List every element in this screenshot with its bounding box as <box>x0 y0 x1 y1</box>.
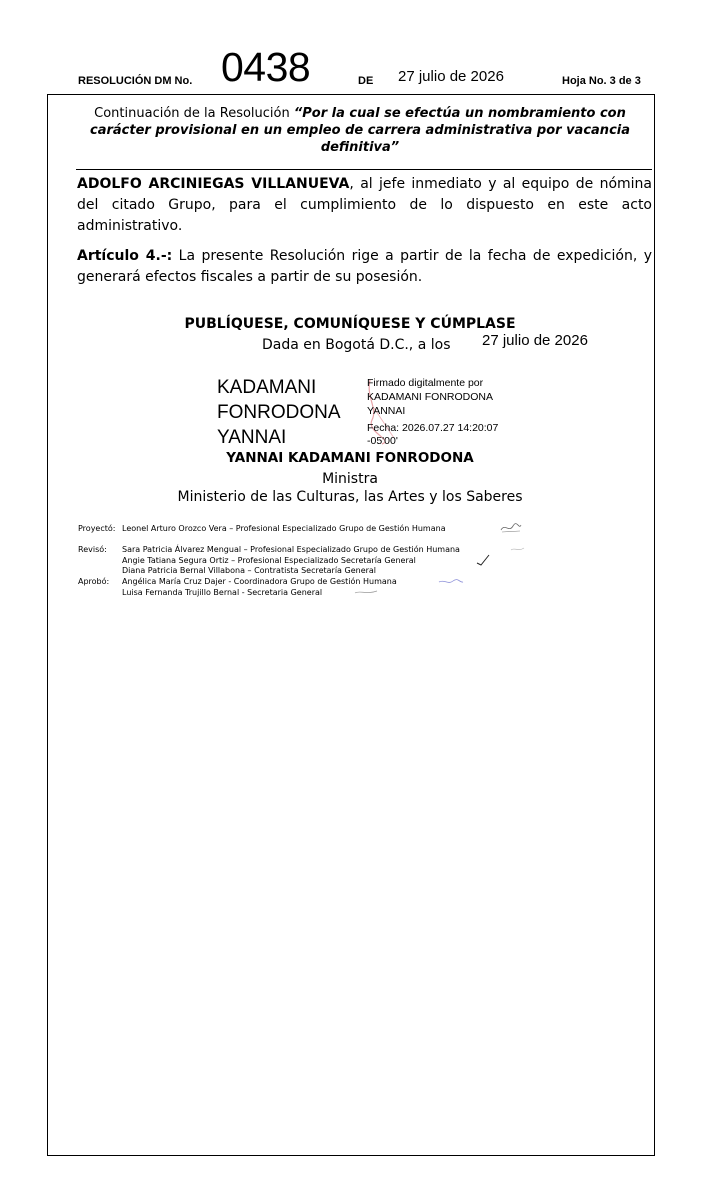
reviso-label: Revisó: <box>78 545 107 554</box>
signature-name-line-1: KADAMANI <box>217 377 317 398</box>
initials-icon <box>354 588 378 596</box>
proyecto-label: Proyectó: <box>78 524 116 533</box>
signature-name-line-2: FONRODONA <box>217 402 341 423</box>
dada-text: Dada en Bogotá D.C., a los <box>262 337 451 353</box>
continuation-title: “Por la cual se efectúa un nombramiento con carácter provisional en un empleo de carrera administrativa por vacancia definitiva” <box>89 106 630 155</box>
article-4-label: Artículo 4.-: <box>77 248 173 264</box>
digital-sign-line-3: YANNAI <box>367 405 406 417</box>
reviso-entry-2: Angie Tatiana Segura Ortiz – Profesional Especializado Secretaría General <box>122 556 416 565</box>
digital-sign-line-4: Fecha: 2026.07.27 14:20:07 <box>367 422 499 434</box>
resolution-number: 0438 <box>221 44 311 90</box>
aprobo-label: Aprobó: <box>78 577 110 586</box>
resolution-label: RESOLUCIÓN DM No. <box>78 75 193 87</box>
resolution-date: 27 julio de 2026 <box>398 68 504 85</box>
reviso-entry-3: Diana Patricia Bernal Villabona – Contratista Secretaría General <box>122 566 377 575</box>
digital-sign-line-2: KADAMANI FONRODONA <box>367 391 494 403</box>
aprobo-entry-2: Luisa Fernanda Trujillo Bernal - Secretaria General <box>122 588 323 597</box>
notified-person: ADOLFO ARCINIEGAS VILLANUEVA <box>77 176 350 192</box>
aprobo-entry-1: Angélica María Cruz Dajer - Coordinadora Grupo de Gestión Humana <box>122 577 397 586</box>
reviso-entry-1: Sara Patricia Álvarez Mengual – Profesional Especializado Grupo de Gestión Humana <box>122 545 460 554</box>
article-4-text: La presente Resolución rige a partir de la fecha de expedición, y generará efectos fiscales a partir de su posesión. <box>77 248 652 285</box>
sheet-number: Hoja No. 3 de 3 <box>562 75 641 87</box>
paragraph-notification <box>77 174 652 237</box>
continuation-heading <box>80 105 640 156</box>
dada-date: 27 julio de 2026 <box>482 332 588 349</box>
proyecto-entry: Leonel Arturo Orozco Vera – Profesional Especializado Grupo de Gestión Humana <box>122 524 446 533</box>
paragraph-notification-text: , al jefe inmediato y al equipo de nómina del citado Grupo, para el cumplimiento de lo dispuesto en este acto administrativo. <box>77 176 652 234</box>
signature-name-line-3: YANNAI <box>217 427 287 448</box>
initials-icon <box>476 554 490 566</box>
de-label: DE <box>358 75 374 87</box>
signer-role: Ministra <box>322 471 378 487</box>
digital-sign-line-1: Firmado digitalmente por <box>367 377 484 389</box>
digital-sign-line-5: -05'00' <box>367 435 398 447</box>
publiquese-heading: PUBLÍQUESE, COMUNÍQUESE Y CÚMPLASE <box>184 316 516 332</box>
signer-name: YANNAI KADAMANI FONRODONA <box>226 450 474 466</box>
paragraph-article-4 <box>77 246 652 288</box>
initials-icon <box>500 522 522 534</box>
continuation-prefix: Continuación de la Resolución <box>94 106 294 121</box>
ministry-name: Ministerio de las Culturas, las Artes y los Saberes <box>177 489 523 505</box>
initials-icon <box>438 578 464 586</box>
divider-line <box>76 169 652 170</box>
initials-icon <box>510 545 526 553</box>
